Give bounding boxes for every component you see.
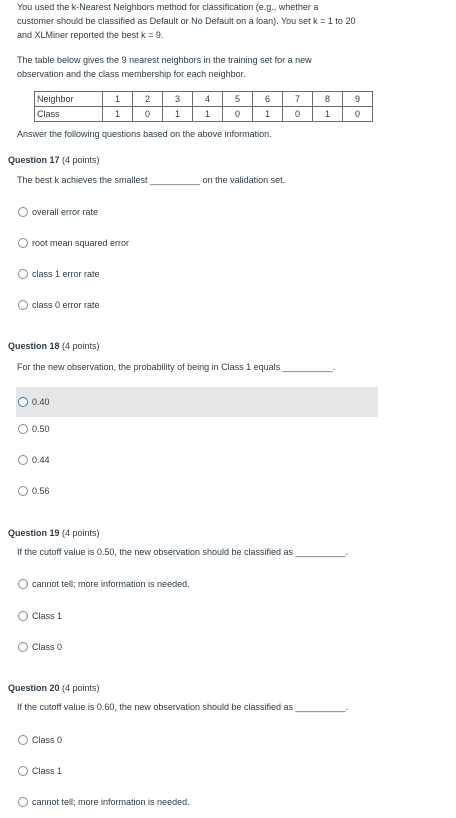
table-cell: 0 bbox=[343, 107, 373, 122]
table-intro-line-1: The table below gives the 9 nearest neighbors in the training set for a new bbox=[17, 55, 312, 65]
option-label: root mean squared error bbox=[32, 238, 130, 248]
table-cell: 5 bbox=[223, 92, 253, 107]
q20-option-2[interactable] bbox=[16, 756, 378, 786]
option-label: Class 1 bbox=[32, 766, 63, 776]
radio-button[interactable] bbox=[18, 735, 28, 745]
question-points: (4 points) bbox=[62, 528, 100, 538]
option-label: 0.50 bbox=[32, 424, 50, 434]
radio-button[interactable] bbox=[18, 642, 28, 652]
radio-button[interactable] bbox=[18, 455, 28, 465]
class-row-label: Class bbox=[35, 107, 103, 122]
question-18-title bbox=[8, 341, 100, 351]
intro-line-1: You used the k-Nearest Neighbors method for classification (e.g., whether a bbox=[17, 2, 319, 12]
table-cell: 0 bbox=[283, 107, 313, 122]
option-label: Class 0 bbox=[32, 642, 63, 652]
radio-button[interactable] bbox=[18, 207, 28, 217]
radio-button[interactable] bbox=[18, 611, 28, 621]
option-label: cannot tell; more information is needed. bbox=[32, 579, 190, 589]
q19-option-3[interactable] bbox=[16, 632, 378, 662]
question-number: Question 18 bbox=[8, 341, 60, 351]
table-row bbox=[35, 92, 373, 107]
question-17-stem: The best k achieves the smallest __________ on the validation set. bbox=[17, 175, 286, 185]
table-cell: 1 bbox=[103, 107, 133, 122]
question-17-title bbox=[8, 155, 100, 165]
question-number: Question 17 bbox=[8, 155, 60, 165]
question-20-stem: If the cutoff value is 0.60, the new observation should be classified as __________. bbox=[17, 702, 349, 712]
table-cell: 1 bbox=[163, 107, 193, 122]
table-cell: 4 bbox=[193, 92, 223, 107]
table-intro-text bbox=[17, 53, 377, 81]
table-cell: 3 bbox=[163, 92, 193, 107]
radio-button[interactable] bbox=[18, 579, 28, 589]
table-cell: 9 bbox=[343, 92, 373, 107]
table-cell: 0 bbox=[133, 107, 163, 122]
question-20-title bbox=[8, 683, 100, 693]
option-label: Class 0 bbox=[32, 735, 63, 745]
option-label: 0.44 bbox=[32, 455, 50, 465]
table-cell: 1 bbox=[193, 107, 223, 122]
option-label: 0.40 bbox=[32, 397, 50, 407]
question-19-stem: If the cutoff value is 0.50, the new observation should be classified as __________. bbox=[17, 547, 349, 557]
radio-button[interactable] bbox=[18, 300, 28, 310]
intro-line-2: customer should be classified as Default or No Default on a loan). You set k = 1 to 20 bbox=[17, 16, 356, 26]
q19-option-2[interactable] bbox=[16, 601, 378, 631]
table-cell: 8 bbox=[313, 92, 343, 107]
option-label: 0.56 bbox=[32, 486, 50, 496]
q17-option-4[interactable] bbox=[16, 290, 378, 320]
neighbors-table bbox=[34, 91, 373, 122]
table-cell: 1 bbox=[253, 107, 283, 122]
radio-button[interactable] bbox=[18, 397, 28, 407]
q18-option-4[interactable] bbox=[16, 476, 378, 506]
radio-button[interactable] bbox=[18, 797, 28, 807]
neighbor-row-label: Neighbor bbox=[35, 92, 103, 107]
option-label: overall error rate bbox=[32, 207, 99, 217]
table-row bbox=[35, 107, 373, 122]
q17-option-3[interactable] bbox=[16, 259, 378, 289]
radio-button[interactable] bbox=[18, 424, 28, 434]
question-19-title bbox=[8, 528, 100, 538]
table-cell: 2 bbox=[133, 92, 163, 107]
radio-button[interactable] bbox=[18, 238, 28, 248]
q17-option-1[interactable] bbox=[16, 197, 378, 227]
table-cell: 7 bbox=[283, 92, 313, 107]
question-number: Question 19 bbox=[8, 528, 60, 538]
question-points: (4 points) bbox=[62, 155, 100, 165]
answer-instructions: Answer the following questions based on the above information. bbox=[17, 129, 272, 139]
intro-text bbox=[17, 0, 387, 42]
option-label: class 1 error rate bbox=[32, 269, 100, 279]
table-intro-line-2: observation and the class membership for each neighbor. bbox=[17, 69, 246, 79]
q18-option-3[interactable] bbox=[16, 445, 378, 475]
q19-option-1[interactable] bbox=[16, 569, 378, 599]
q20-option-1[interactable] bbox=[16, 725, 378, 755]
q20-option-3[interactable] bbox=[16, 787, 378, 817]
radio-button[interactable] bbox=[18, 766, 28, 776]
q18-option-1[interactable] bbox=[16, 387, 378, 417]
option-label: cannot tell; more information is needed. bbox=[32, 797, 190, 807]
question-points: (4 points) bbox=[62, 683, 100, 693]
table-cell: 0 bbox=[223, 107, 253, 122]
table-cell: 1 bbox=[313, 107, 343, 122]
table-cell: 6 bbox=[253, 92, 283, 107]
intro-line-3: and XLMiner reported the best k = 9. bbox=[17, 30, 164, 40]
table-cell: 1 bbox=[103, 92, 133, 107]
radio-button[interactable] bbox=[18, 269, 28, 279]
q18-option-2[interactable] bbox=[16, 414, 378, 444]
option-label: class 0 error rate bbox=[32, 300, 100, 310]
question-18-stem: For the new observation, the probability of being in Class 1 equals __________. bbox=[17, 362, 336, 372]
q17-option-2[interactable] bbox=[16, 228, 378, 258]
question-points: (4 points) bbox=[62, 341, 100, 351]
option-label: Class 1 bbox=[32, 611, 63, 621]
question-number: Question 20 bbox=[8, 683, 60, 693]
radio-button[interactable] bbox=[18, 486, 28, 496]
